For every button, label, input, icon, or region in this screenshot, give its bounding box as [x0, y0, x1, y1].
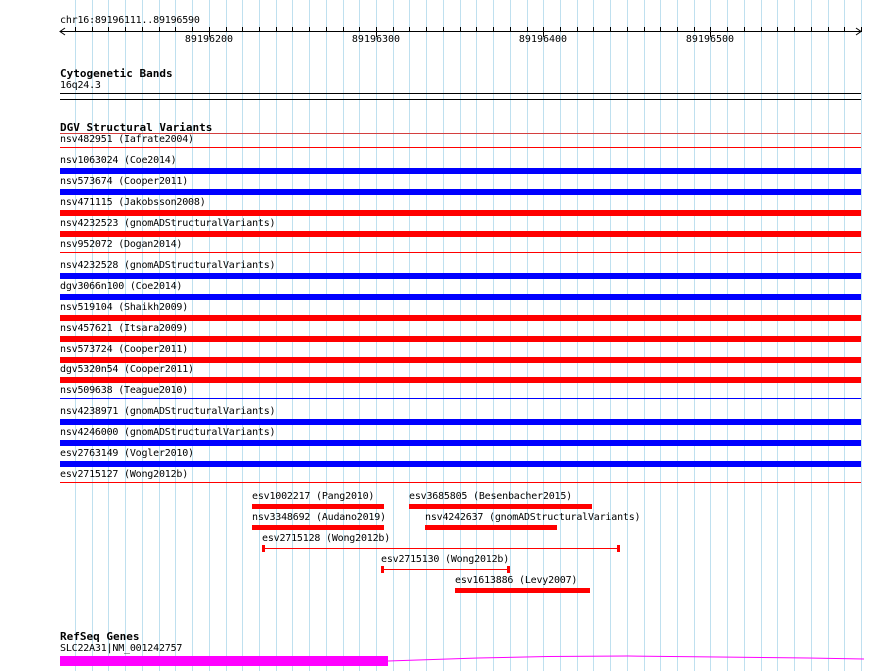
dgv-track-title[interactable]: DGV Structural Variants [60, 121, 213, 134]
dgv-partial-label[interactable]: nsv4242637 (gnomADStructuralVariants) [425, 512, 641, 523]
dgv-row-label[interactable]: esv2763149 (Vogler2010) [60, 448, 194, 459]
dgv-row-label[interactable]: nsv4232523 (gnomADStructuralVariants) [60, 218, 276, 229]
dgv-row-label[interactable]: nsv952072 (Dogan2014) [60, 239, 183, 250]
dgv-feature-bar[interactable] [60, 419, 861, 425]
gene-label[interactable]: SLC22A31|NM_001242757 [60, 643, 183, 654]
dgv-row-label[interactable]: nsv4232528 (gnomADStructuralVariants) [60, 260, 276, 271]
dgv-feature-bar[interactable] [60, 461, 861, 467]
dgv-row-label[interactable]: nsv482951 (Iafrate2004) [60, 134, 194, 145]
dgv-partial-bar[interactable] [409, 504, 592, 509]
dgv-partial-label[interactable]: nsv3348692 (Audano2019) [252, 512, 386, 523]
dgv-partial-label[interactable]: esv2715128 (Wong2012b) [262, 533, 391, 544]
ruler-position-label: chr16:89196111..89196590 [60, 15, 200, 26]
dgv-row-label[interactable]: dgv5320n54 (Cooper2011) [60, 364, 194, 375]
dgv-feature-bar[interactable] [60, 315, 861, 321]
dgv-partial-bar[interactable] [252, 504, 384, 509]
ruler-tick-label: 89196300 [351, 34, 401, 45]
dgv-feature-bar[interactable] [60, 294, 861, 300]
cytobands-track-title[interactable]: Cytogenetic Bands [60, 67, 173, 80]
dgv-row-label[interactable]: nsv471115 (Jakobsson2008) [60, 197, 206, 208]
dgv-partial-line-cap [617, 545, 620, 552]
ruler-tick-label: 89196200 [184, 34, 234, 45]
dgv-feature-bar[interactable] [60, 336, 861, 342]
gene-exon[interactable] [60, 656, 388, 666]
dgv-feature-bar[interactable] [60, 440, 861, 446]
dgv-partial-label[interactable]: esv2715130 (Wong2012b) [381, 554, 510, 565]
dgv-partial-bar[interactable] [455, 588, 590, 593]
dgv-row-label[interactable]: nsv573674 (Cooper2011) [60, 176, 189, 187]
dgv-partial-line-cap [262, 545, 265, 552]
dgv-row-label[interactable]: nsv1063024 (Coe2014) [60, 155, 177, 166]
dgv-row-label[interactable]: nsv573724 (Cooper2011) [60, 344, 189, 355]
dgv-row-label[interactable]: nsv4238971 (gnomADStructuralVariants) [60, 406, 276, 417]
refseq-track-title[interactable]: RefSeq Genes [60, 630, 140, 643]
dgv-feature-bar[interactable] [60, 273, 861, 279]
ruler-tick-label: 89196500 [685, 34, 735, 45]
dgv-partial-bar[interactable] [425, 525, 557, 530]
dgv-row-label[interactable]: nsv509638 (Teague2010) [60, 385, 189, 396]
dgv-partial-line-cap [507, 566, 510, 573]
dgv-feature-bar[interactable] [60, 231, 861, 237]
dgv-partial-label[interactable]: esv3685805 (Besenbacher2015) [409, 491, 572, 502]
dgv-row-label[interactable]: nsv519104 (Shaikh2009) [60, 302, 189, 313]
dgv-row-label[interactable]: dgv3066n100 (Coe2014) [60, 281, 183, 292]
dgv-partial-label[interactable]: esv1002217 (Pang2010) [252, 491, 375, 502]
dgv-feature-bar[interactable] [60, 168, 861, 174]
cytoband-label: 16q24.3 [60, 80, 101, 91]
gene-intron[interactable] [388, 656, 864, 661]
dgv-feature-bar[interactable] [60, 357, 861, 363]
dgv-row-label[interactable]: nsv457621 (Itsara2009) [60, 323, 189, 334]
dgv-partial-line-cap [381, 566, 384, 573]
dgv-feature-bar[interactable] [60, 377, 861, 383]
dgv-partial-bar[interactable] [252, 525, 384, 530]
dgv-row-label[interactable]: esv2715127 (Wong2012b) [60, 469, 189, 480]
dgv-feature-bar[interactable] [60, 210, 861, 216]
dgv-partial-label[interactable]: esv1613886 (Levy2007) [455, 575, 578, 586]
dgv-row-label[interactable]: nsv4246000 (gnomADStructuralVariants) [60, 427, 276, 438]
ruler-tick-label: 89196400 [518, 34, 568, 45]
dgv-feature-bar[interactable] [60, 189, 861, 195]
